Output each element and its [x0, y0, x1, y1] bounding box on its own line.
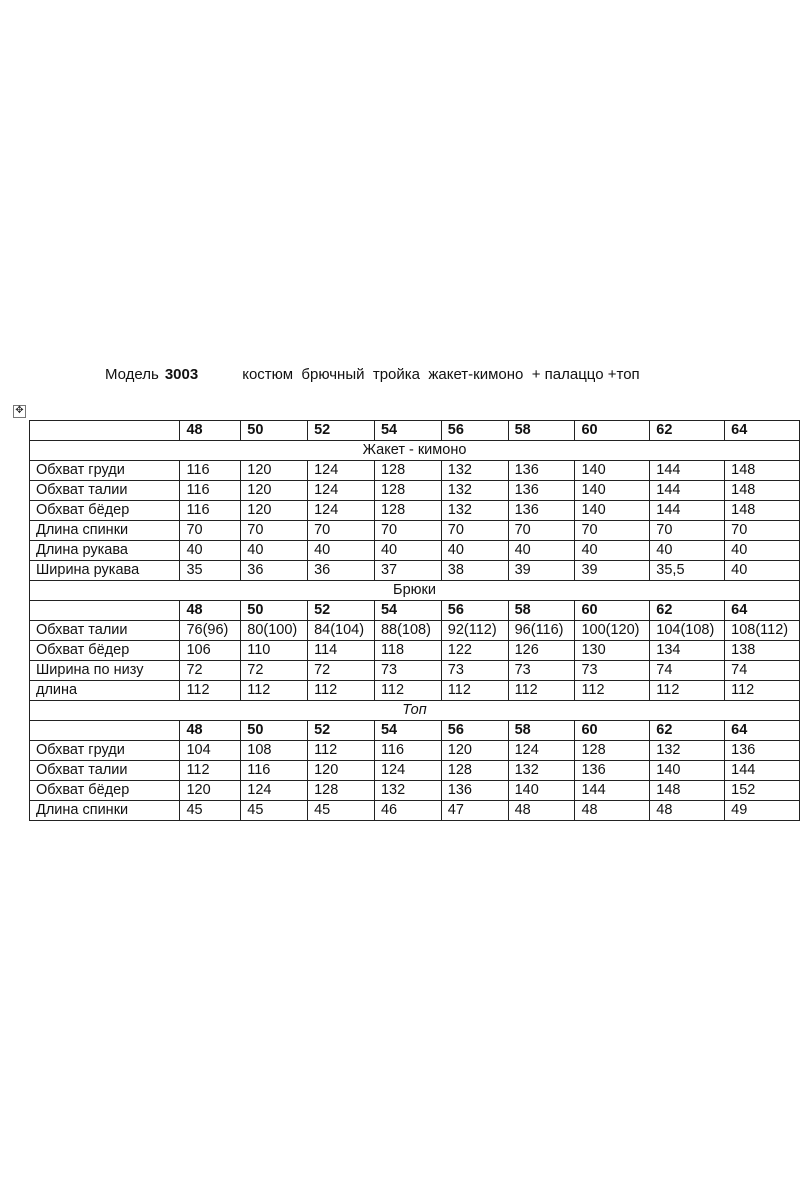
measurement-value: 40 — [441, 541, 508, 561]
measurement-value: 73 — [575, 661, 650, 681]
measurement-value: 70 — [241, 521, 308, 541]
measurement-value: 148 — [725, 501, 800, 521]
measurement-value: 120 — [180, 781, 241, 801]
measurement-value: 116 — [374, 741, 441, 761]
measurement-value: 40 — [508, 541, 575, 561]
section-title-row — [30, 701, 800, 721]
measurement-value: 70 — [308, 521, 375, 541]
measurement-value: 116 — [180, 501, 241, 521]
measurement-value: 124 — [374, 761, 441, 781]
size-header-cell: 64 — [725, 421, 800, 441]
size-header-cell: 52 — [308, 721, 375, 741]
measurement-value: 112 — [575, 681, 650, 701]
size-header-cell: 60 — [575, 421, 650, 441]
measurement-value: 112 — [725, 681, 800, 701]
measurement-value: 35 — [180, 561, 241, 581]
measurement-value: 136 — [725, 741, 800, 761]
measurement-value: 128 — [308, 781, 375, 801]
header-empty-cell — [30, 721, 180, 741]
measurement-value: 132 — [374, 781, 441, 801]
table-row — [30, 641, 800, 661]
measurement-value: 116 — [241, 761, 308, 781]
measurement-value: 37 — [374, 561, 441, 581]
table-row — [30, 681, 800, 701]
measurement-value: 124 — [308, 481, 375, 501]
measurement-value: 112 — [441, 681, 508, 701]
measurement-value: 144 — [725, 761, 800, 781]
measurement-value: 48 — [508, 801, 575, 821]
measurement-value: 48 — [650, 801, 725, 821]
measurement-value: 40 — [650, 541, 725, 561]
size-header-row — [30, 721, 800, 741]
model-description: костюм брючный тройка жакет-кимоно + палаццо +топ — [242, 366, 640, 383]
measurement-value: 116 — [180, 461, 241, 481]
measurement-value: 118 — [374, 641, 441, 661]
size-header-cell: 56 — [441, 421, 508, 441]
measurement-value: 70 — [374, 521, 441, 541]
size-header-cell: 62 — [650, 421, 725, 441]
measurement-value: 126 — [508, 641, 575, 661]
measurement-label: Обхват бёдер — [30, 781, 180, 801]
measurement-label: Обхват бёдер — [30, 501, 180, 521]
measurement-value: 88(108) — [374, 621, 441, 641]
measurement-label: Обхват талии — [30, 761, 180, 781]
size-header-cell: 50 — [241, 721, 308, 741]
measurement-label: Обхват талии — [30, 621, 180, 641]
measurement-value: 112 — [308, 741, 375, 761]
measurement-value: 140 — [575, 461, 650, 481]
measurement-value: 144 — [650, 461, 725, 481]
measurement-value: 136 — [508, 461, 575, 481]
measurement-value: 128 — [441, 761, 508, 781]
measurement-value: 40 — [180, 541, 241, 561]
measurement-value: 39 — [508, 561, 575, 581]
measurement-value: 128 — [575, 741, 650, 761]
measurement-value: 116 — [180, 481, 241, 501]
size-header-cell: 62 — [650, 721, 725, 741]
measurement-value: 46 — [374, 801, 441, 821]
size-header-cell: 62 — [650, 601, 725, 621]
measurement-label: Ширина по низу — [30, 661, 180, 681]
measurement-value: 40 — [374, 541, 441, 561]
measurement-value: 40 — [725, 541, 800, 561]
measurement-label: Ширина рукава — [30, 561, 180, 581]
section-title: Жакет - кимоно — [30, 441, 800, 461]
measurement-value: 148 — [725, 481, 800, 501]
measurement-value: 40 — [725, 561, 800, 581]
table-row — [30, 521, 800, 541]
size-header-cell: 58 — [508, 721, 575, 741]
measurement-value: 132 — [441, 481, 508, 501]
measurement-value: 122 — [441, 641, 508, 661]
measurement-value: 49 — [725, 801, 800, 821]
measurement-value: 70 — [575, 521, 650, 541]
size-header-cell: 48 — [180, 601, 241, 621]
measurement-value: 92(112) — [441, 621, 508, 641]
measurement-value: 84(104) — [308, 621, 375, 641]
measurement-value: 70 — [180, 521, 241, 541]
measurement-value: 128 — [374, 461, 441, 481]
section-title: Топ — [30, 701, 800, 721]
size-header-cell: 48 — [180, 721, 241, 741]
size-header-cell: 56 — [441, 601, 508, 621]
measurement-value: 140 — [508, 781, 575, 801]
header-empty-cell — [30, 421, 180, 441]
measurement-value: 140 — [650, 761, 725, 781]
measurement-value: 120 — [241, 481, 308, 501]
measurement-value: 36 — [241, 561, 308, 581]
measurement-value: 40 — [241, 541, 308, 561]
measurement-value: 132 — [441, 501, 508, 521]
section-title-row — [30, 581, 800, 601]
measurement-value: 128 — [374, 501, 441, 521]
measurement-value: 138 — [725, 641, 800, 661]
measurement-value: 45 — [241, 801, 308, 821]
size-header-cell: 52 — [308, 421, 375, 441]
document-title — [105, 366, 640, 383]
table-row — [30, 801, 800, 821]
size-chart-table — [29, 420, 800, 821]
measurement-value: 48 — [575, 801, 650, 821]
size-header-cell: 56 — [441, 721, 508, 741]
measurement-value: 132 — [650, 741, 725, 761]
size-header-cell: 64 — [725, 721, 800, 741]
measurement-value: 112 — [180, 681, 241, 701]
size-header-cell: 50 — [241, 421, 308, 441]
measurement-label: Обхват груди — [30, 741, 180, 761]
measurement-value: 148 — [725, 461, 800, 481]
measurement-value: 140 — [575, 501, 650, 521]
measurement-value: 114 — [308, 641, 375, 661]
size-header-cell: 54 — [374, 421, 441, 441]
size-header-cell: 52 — [308, 601, 375, 621]
measurement-label: Длина спинки — [30, 521, 180, 541]
measurement-value: 70 — [508, 521, 575, 541]
measurement-value: 134 — [650, 641, 725, 661]
size-header-cell: 54 — [374, 721, 441, 741]
table-row — [30, 621, 800, 641]
measurement-value: 136 — [508, 481, 575, 501]
measurement-value: 45 — [308, 801, 375, 821]
size-header-cell: 60 — [575, 601, 650, 621]
measurement-value: 140 — [575, 481, 650, 501]
measurement-value: 120 — [308, 761, 375, 781]
section-title-row — [30, 441, 800, 461]
size-header-cell: 64 — [725, 601, 800, 621]
measurement-value: 74 — [725, 661, 800, 681]
measurement-value: 40 — [308, 541, 375, 561]
measurement-value: 124 — [241, 781, 308, 801]
measurement-value: 112 — [308, 681, 375, 701]
measurement-value: 72 — [241, 661, 308, 681]
measurement-value: 112 — [508, 681, 575, 701]
table-row — [30, 561, 800, 581]
measurement-value: 144 — [575, 781, 650, 801]
measurement-label: Обхват бёдер — [30, 641, 180, 661]
measurement-value: 120 — [441, 741, 508, 761]
measurement-value: 136 — [508, 501, 575, 521]
size-header-cell: 50 — [241, 601, 308, 621]
size-header-cell: 60 — [575, 721, 650, 741]
size-header-row — [30, 601, 800, 621]
table-row — [30, 541, 800, 561]
measurement-value: 136 — [575, 761, 650, 781]
model-number: 3003 — [164, 366, 199, 383]
measurement-value: 120 — [241, 501, 308, 521]
measurement-value: 80(100) — [241, 621, 308, 641]
size-header-row — [30, 421, 800, 441]
table-row — [30, 501, 800, 521]
measurement-value: 124 — [508, 741, 575, 761]
measurement-value: 112 — [180, 761, 241, 781]
measurement-value: 112 — [650, 681, 725, 701]
measurement-value: 144 — [650, 501, 725, 521]
measurement-value: 39 — [575, 561, 650, 581]
measurement-value: 70 — [441, 521, 508, 541]
measurement-value: 124 — [308, 501, 375, 521]
measurement-value: 130 — [575, 641, 650, 661]
measurement-label: Длина рукава — [30, 541, 180, 561]
measurement-label: Длина спинки — [30, 801, 180, 821]
measurement-label: Обхват груди — [30, 461, 180, 481]
measurement-value: 72 — [180, 661, 241, 681]
measurement-value: 120 — [241, 461, 308, 481]
measurement-value: 76(96) — [180, 621, 241, 641]
table-row — [30, 781, 800, 801]
measurement-value: 36 — [308, 561, 375, 581]
measurement-value: 128 — [374, 481, 441, 501]
measurement-value: 74 — [650, 661, 725, 681]
measurement-value: 110 — [241, 641, 308, 661]
measurement-value: 73 — [441, 661, 508, 681]
measurement-label: длина — [30, 681, 180, 701]
measurement-value: 35,5 — [650, 561, 725, 581]
measurement-value: 132 — [508, 761, 575, 781]
measurement-value: 108 — [241, 741, 308, 761]
section-title: Брюки — [30, 581, 800, 601]
measurement-value: 70 — [725, 521, 800, 541]
measurement-value: 47 — [441, 801, 508, 821]
measurement-value: 104 — [180, 741, 241, 761]
measurement-value: 96(116) — [508, 621, 575, 641]
measurement-value: 73 — [508, 661, 575, 681]
model-label: Модель — [105, 366, 159, 383]
header-empty-cell — [30, 601, 180, 621]
table-row — [30, 461, 800, 481]
measurement-value: 112 — [374, 681, 441, 701]
table-row — [30, 761, 800, 781]
table-row — [30, 741, 800, 761]
measurement-value: 106 — [180, 641, 241, 661]
table-row — [30, 481, 800, 501]
measurement-value: 148 — [650, 781, 725, 801]
measurement-label: Обхват талии — [30, 481, 180, 501]
measurement-value: 73 — [374, 661, 441, 681]
size-header-cell: 48 — [180, 421, 241, 441]
measurement-value: 38 — [441, 561, 508, 581]
measurement-value: 45 — [180, 801, 241, 821]
size-header-cell: 58 — [508, 421, 575, 441]
measurement-value: 40 — [575, 541, 650, 561]
measurement-value: 152 — [725, 781, 800, 801]
measurement-value: 136 — [441, 781, 508, 801]
measurement-value: 124 — [308, 461, 375, 481]
measurement-value: 144 — [650, 481, 725, 501]
measurement-value: 132 — [441, 461, 508, 481]
measurement-value: 112 — [241, 681, 308, 701]
measurement-value: 104(108) — [650, 621, 725, 641]
measurement-value: 70 — [650, 521, 725, 541]
table-move-handle-icon[interactable]: ✥ — [13, 405, 26, 418]
size-header-cell: 58 — [508, 601, 575, 621]
measurement-value: 72 — [308, 661, 375, 681]
size-header-cell: 54 — [374, 601, 441, 621]
measurement-value: 108(112) — [725, 621, 800, 641]
table-row — [30, 661, 800, 681]
measurement-value: 100(120) — [575, 621, 650, 641]
